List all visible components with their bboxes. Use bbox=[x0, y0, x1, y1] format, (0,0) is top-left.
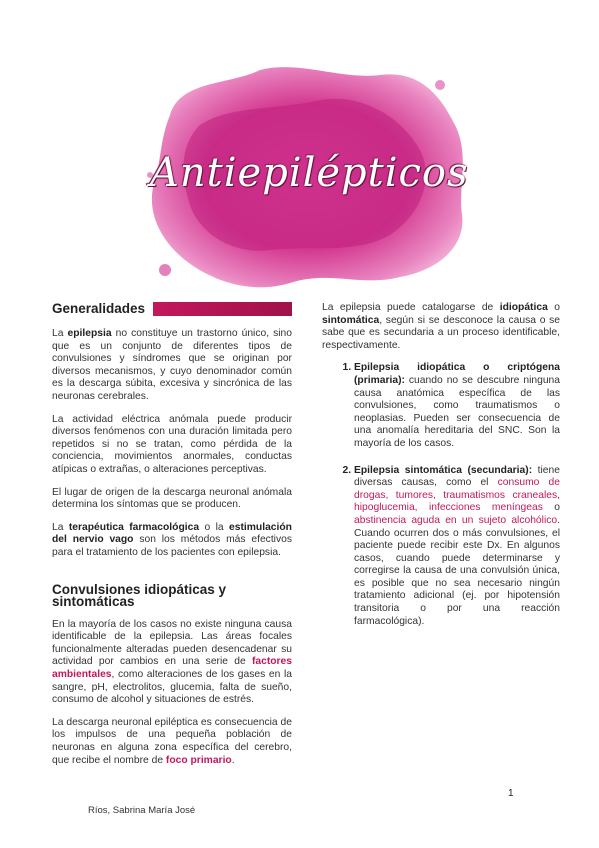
paragraph: La epilepsia no constituye un trastorno único, sino que es un conjunto de diferentes tipos de convulsiones y síndromes que se originan por diversos mecanismos, y cuyo denominador común es la descarga súbita, excesiva y sincrónica de las neuronas cerebrales. bbox=[52, 328, 292, 402]
paragraph: La actividad eléctrica anómala puede producir diversos fenómenos con una duración limitada pero repetidos si no se tratan, como pérdida de la conciencia, movimientos anormales, conductas atípicas o extrañas, o alteraciones perceptivas. bbox=[52, 413, 292, 475]
right-column bbox=[322, 302, 560, 642]
section-heading-convulsiones: Convulsiones idiopáticas y sintomáticas bbox=[52, 581, 227, 610]
paragraph: La epilepsia puede catalogarse de idiopática o sintomática, según si se desconoce la causa o se sabe que es secundaria a un proceso identificable, respectivamente. bbox=[322, 302, 560, 351]
paragraph: La descarga neuronal epiléptica es consecuencia de los impulsos de una pequeña población de neuronas en alguna zona específica del cerebro, que recibe el nombre de foco primario. bbox=[52, 716, 292, 766]
author-name: Ríos, Sabrina María José bbox=[88, 805, 196, 816]
heading-accent-bar bbox=[153, 302, 292, 316]
paragraph: La terapéutica farmacológica o la estimulación del nervio vago son los métodos más efectivos para el tratamiento de los pacientes con epilepsia. bbox=[52, 521, 292, 558]
paragraph: El lugar de origen de la descarga neuronal anómala determina los síntomas que se producen. bbox=[52, 486, 292, 511]
left-column bbox=[52, 300, 292, 777]
page-title: Antiepilépticos bbox=[150, 150, 469, 196]
list-item: 1. Epilepsia idiopática o criptógena (primaria): cuando no se descubre ninguna causa anatómica específica de las convulsiones, como traumatismos o neoplasias. Pueden ser consecuencia de una anomalía hereditaria del SNC. Son la mayoría de los casos. bbox=[354, 362, 560, 450]
paragraph: En la mayoría de los casos no existe ninguna causa identificable de la epilepsia. Las áreas focales funcionalmente alteradas pueden desencadenar su actividad por cambios en una serie de factores ambientales, como alteraciones de los gases en la sangre, pH, electrolitos, glucemia, falta de sueño, consumo de alcohol y situaciones de estrés. bbox=[52, 618, 292, 706]
list-item: 2. Epilepsia sintomática (secundaria): tiene diversas causas, como el consumo de drogas, tumores, traumatismos craneales, hipoglucemia, infecciones meníngeas o abstinencia aguda en un sujeto alcohólico. Cuando ocurren dos o más convulsiones, el paciente puede recibir este Dx. En algunos casos, cuando puede determinarse y corregirse la causa de una convulsión única, es posible que no sea necesario ningún tratamiento adicional (ej. por hipotensión transitoria o por una reacción farmacológica). bbox=[354, 465, 560, 629]
epilepsy-types-list bbox=[322, 362, 560, 628]
section-heading-row bbox=[52, 300, 292, 318]
page-number: 1 bbox=[508, 788, 514, 799]
section-heading-generalidades: Generalidades bbox=[52, 300, 146, 316]
